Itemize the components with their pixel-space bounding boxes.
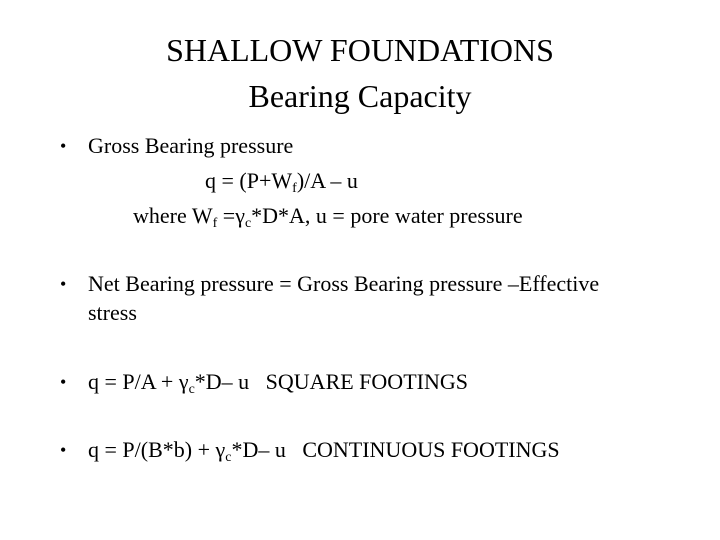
bullet-marker: •: [60, 136, 67, 156]
bullet-marker: •: [60, 274, 67, 294]
slide-title: SHALLOW FOUNDATIONS: [166, 32, 554, 68]
bullet-net-bearing-line1: Net Bearing pressure = Gross Bearing pressure –Effective: [88, 271, 600, 296]
bullet-net-bearing-line2: stress: [88, 300, 137, 325]
formula-gross-pressure: $q = (P+W_f)/A - u$: [205, 168, 358, 196]
slide-subtitle: Bearing Capacity: [248, 78, 472, 114]
bullet-marker: •: [60, 372, 67, 392]
formula-wf-definition: where $W_f =\gamma_c*D*A$, u = pore water pressure: [133, 203, 523, 231]
bullet-continuous-footings: $q = P/(B*b) + \gamma_c*D-$ u CONTINUOUS FOOTINGS: [88, 437, 560, 465]
bullet-gross-bearing-heading: Gross Bearing pressure: [88, 133, 294, 158]
bullet-square-footings: $q = P/A + \gamma_c*D-$ u SQUARE FOOTINGS: [88, 369, 468, 397]
bullet-marker: •: [60, 440, 67, 460]
